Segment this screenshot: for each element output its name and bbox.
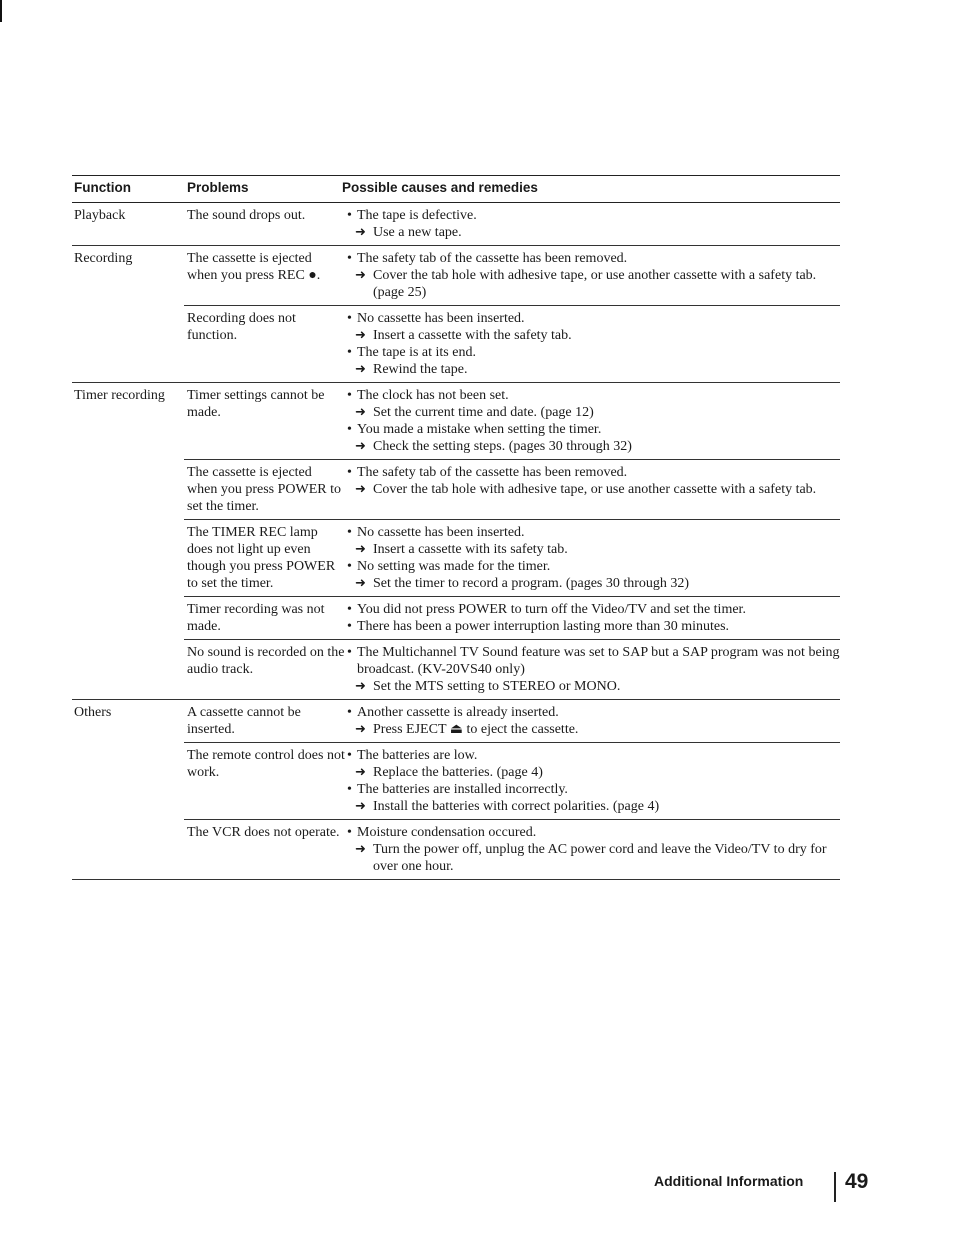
- problem-text: The cassette is ejected when you press REC ●.: [187, 251, 321, 283]
- cause-text: You made a mistake when setting the timer.: [357, 422, 602, 437]
- remedy-item: [345, 224, 840, 241]
- section-title: Additional Information: [654, 1173, 804, 1189]
- table-header: [72, 175, 840, 203]
- function-group: [72, 246, 840, 383]
- remedy-text: Use a new tape.: [373, 225, 462, 240]
- remedy-text: Cover the tab hole with adhesive tape, or use another cassette with a safety tab. (page 25): [373, 268, 817, 300]
- arrow-right-icon: ➜: [355, 722, 366, 737]
- cause-text: Moisture condensation occured.: [357, 825, 537, 840]
- remedy-text: Turn the power off, unplug the AC power cord and leave the Video/TV to dry for over one hour.: [373, 842, 827, 874]
- causes-cell: [345, 460, 840, 519]
- table-row: [184, 305, 840, 382]
- cause-text: There has been a power interruption lasting more than 30 minutes.: [357, 619, 730, 634]
- arrow-right-icon: ➜: [355, 328, 366, 343]
- function-group: [72, 700, 840, 880]
- cause-item: [345, 464, 840, 481]
- remedy-text: Press EJECT ⏏ to eject the cassette.: [373, 722, 579, 737]
- arrow-right-icon: ➜: [355, 362, 366, 377]
- cause-item: [345, 207, 840, 224]
- table-row: [184, 203, 840, 245]
- causes-cell: [345, 700, 840, 742]
- cause-item: [345, 344, 840, 361]
- bullet-icon: •: [347, 251, 352, 266]
- cause-item: [345, 747, 840, 764]
- remedy-item: [345, 438, 840, 455]
- problem-text: No sound is recorded on the audio track.: [187, 645, 345, 677]
- remedy-text: Insert a cassette with the safety tab.: [373, 328, 572, 343]
- table-row: [184, 596, 840, 639]
- arrow-right-icon: ➜: [355, 542, 366, 557]
- remedy-item: [345, 267, 840, 301]
- bullet-icon: •: [347, 465, 352, 480]
- causes-cell: [345, 743, 840, 819]
- causes-cell: [345, 383, 840, 459]
- cause-item: [345, 618, 840, 635]
- function-group: [72, 203, 840, 246]
- table-row: [184, 459, 840, 519]
- cause-item: [345, 781, 840, 798]
- function-label: Recording: [74, 251, 133, 266]
- arrow-right-icon: ➜: [355, 679, 366, 694]
- bullet-icon: •: [347, 782, 352, 797]
- cause-item: [345, 250, 840, 267]
- cause-text: The tape is at its end.: [357, 345, 476, 360]
- cause-item: [345, 704, 840, 721]
- cause-text: No cassette has been inserted.: [357, 525, 525, 540]
- arrow-right-icon: ➜: [355, 576, 366, 591]
- causes-cell: [345, 520, 840, 596]
- arrow-right-icon: ➜: [355, 482, 366, 497]
- page-edge-mark: [0, 0, 2, 22]
- problem-text: Timer recording was not made.: [187, 602, 325, 634]
- cause-text: No cassette has been inserted.: [357, 311, 525, 326]
- problem-text: The cassette is ejected when you press POWER to set the timer.: [187, 465, 341, 514]
- cause-text: The batteries are low.: [357, 748, 478, 763]
- remedy-item: [345, 541, 840, 558]
- problem-text: The TIMER REC lamp does not light up even though you press POWER to set the timer.: [187, 525, 336, 591]
- function-group: [72, 383, 840, 700]
- problem-text: A cassette cannot be inserted.: [187, 705, 301, 737]
- remedy-text: Rewind the tape.: [373, 362, 468, 377]
- function-label: Others: [74, 705, 112, 720]
- table-row: [184, 383, 840, 459]
- header-causes: Possible causes and remedies: [342, 180, 538, 195]
- cause-item: [345, 310, 840, 327]
- cause-item: [345, 421, 840, 438]
- cause-text: The Multichannel TV Sound feature was set to SAP but a SAP program was not being broadcast. (KV-20VS40 only): [357, 645, 840, 677]
- remedy-item: [345, 575, 840, 592]
- remedy-text: Set the current time and date. (page 12): [373, 405, 594, 420]
- remedy-text: Install the batteries with correct polarities. (page 4): [373, 799, 660, 814]
- cause-item: [345, 824, 840, 841]
- cause-text: The safety tab of the cassette has been removed.: [357, 465, 628, 480]
- causes-cell: [345, 820, 840, 879]
- remedy-item: [345, 798, 840, 815]
- causes-cell: [345, 597, 840, 639]
- problem-text: Recording does not function.: [187, 311, 296, 343]
- problem-text: The remote control does not work.: [187, 748, 345, 780]
- remedy-text: Replace the batteries. (page 4): [373, 765, 543, 780]
- bullet-icon: •: [347, 208, 352, 223]
- arrow-right-icon: ➜: [355, 405, 366, 420]
- remedy-text: Cover the tab hole with adhesive tape, or use another cassette with a safety tab.: [373, 482, 817, 497]
- bullet-icon: •: [347, 388, 352, 403]
- cause-text: The safety tab of the cassette has been removed.: [357, 251, 628, 266]
- arrow-right-icon: ➜: [355, 439, 366, 454]
- cause-text: You did not press POWER to turn off the Video/TV and set the timer.: [357, 602, 746, 617]
- remedy-item: [345, 678, 840, 695]
- remedy-item: [345, 404, 840, 421]
- bullet-icon: •: [347, 602, 352, 617]
- header-function: Function: [74, 180, 131, 195]
- bullet-icon: •: [347, 345, 352, 360]
- remedy-item: [345, 481, 840, 498]
- remedy-item: [345, 764, 840, 781]
- remedy-item: [345, 327, 840, 344]
- arrow-right-icon: ➜: [355, 799, 366, 814]
- remedy-text: Check the setting steps. (pages 30 through 32): [373, 439, 632, 454]
- cause-item: [345, 644, 840, 678]
- table-row: [184, 819, 840, 879]
- table-row: [184, 639, 840, 699]
- problem-text: The VCR does not operate.: [187, 825, 340, 840]
- bullet-icon: •: [347, 525, 352, 540]
- cause-item: [345, 558, 840, 575]
- remedy-text: Set the timer to record a program. (pages 30 through 32): [373, 576, 690, 591]
- arrow-right-icon: ➜: [355, 842, 366, 857]
- cause-item: [345, 524, 840, 541]
- causes-cell: [345, 246, 840, 305]
- remedy-item: [345, 721, 840, 738]
- causes-cell: [345, 306, 840, 382]
- arrow-right-icon: ➜: [355, 765, 366, 780]
- footer-divider: [834, 1172, 836, 1202]
- page-number: 49: [845, 1170, 869, 1193]
- remedy-item: [345, 361, 840, 378]
- bullet-icon: •: [347, 559, 352, 574]
- cause-item: [345, 387, 840, 404]
- bullet-icon: •: [347, 825, 352, 840]
- bullet-icon: •: [347, 748, 352, 763]
- cause-text: The tape is defective.: [357, 208, 477, 223]
- function-label: Timer recording: [74, 388, 165, 403]
- header-problems: Problems: [187, 180, 249, 195]
- remedy-item: [345, 841, 840, 875]
- bullet-icon: •: [347, 645, 352, 660]
- bullet-icon: •: [347, 311, 352, 326]
- problem-text: Timer settings cannot be made.: [187, 388, 325, 420]
- arrow-right-icon: ➜: [355, 268, 366, 283]
- problem-text: The sound drops out.: [187, 208, 306, 223]
- troubleshooting-table: [72, 175, 840, 880]
- bullet-icon: •: [347, 422, 352, 437]
- bullet-icon: •: [347, 705, 352, 720]
- bullet-icon: •: [347, 619, 352, 634]
- table-row: [184, 519, 840, 596]
- cause-item: [345, 601, 840, 618]
- cause-text: No setting was made for the timer.: [357, 559, 551, 574]
- remedy-text: Set the MTS setting to STEREO or MONO.: [373, 679, 621, 694]
- table-body: [72, 203, 840, 880]
- arrow-right-icon: ➜: [355, 225, 366, 240]
- causes-cell: [345, 203, 840, 245]
- remedy-text: Insert a cassette with its safety tab.: [373, 542, 568, 557]
- cause-text: The batteries are installed incorrectly.: [357, 782, 568, 797]
- table-row: [184, 700, 840, 742]
- cause-text: The clock has not been set.: [357, 388, 509, 403]
- function-label: Playback: [74, 208, 126, 223]
- causes-cell: [345, 640, 840, 699]
- table-row: [184, 742, 840, 819]
- table-row: [184, 246, 840, 305]
- cause-text: Another cassette is already inserted.: [357, 705, 559, 720]
